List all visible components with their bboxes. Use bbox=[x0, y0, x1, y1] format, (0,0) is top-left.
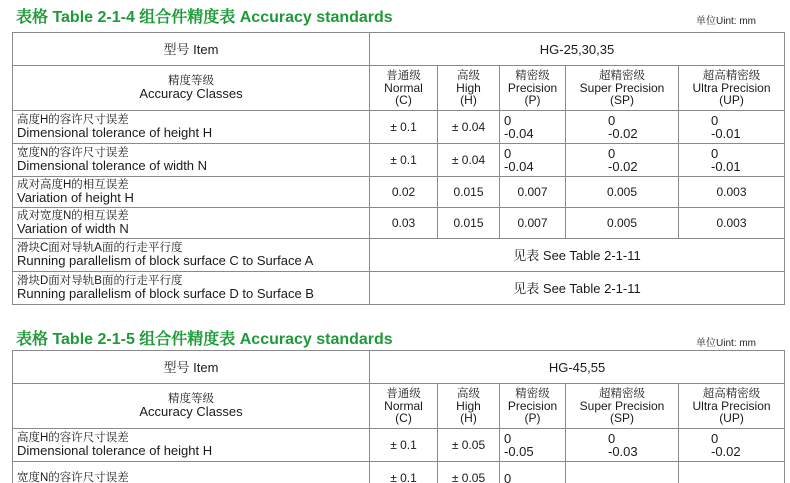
model-row bbox=[13, 33, 785, 66]
row-label: 宽度N的容许尺寸误差 Dimensional tolerance of width N bbox=[13, 144, 370, 177]
table-title: 表格 Table 2-1-4 组合件精度表 Accuracy standards bbox=[16, 9, 393, 26]
row-label: 滑块D面对导轨B面的行走平行度 Running parallelism of block surface D to Surface B bbox=[13, 272, 370, 305]
class-super-precision: 超精密级 Super Precision (SP) bbox=[566, 66, 679, 111]
value-super-precision: 0 -0.02 bbox=[566, 144, 679, 177]
value-high: ± 0.04 bbox=[438, 144, 500, 177]
row-label: 成对宽度N的相互误差 Variation of width N bbox=[13, 208, 370, 239]
table-row bbox=[13, 429, 785, 462]
see-table-reference: 见表 See Table 2-1-11 bbox=[370, 239, 785, 272]
value-super-precision: 0 -0.03 bbox=[566, 429, 679, 462]
class-precision: 精密级 Precision (P) bbox=[500, 384, 566, 429]
class-precision: 精密级 Precision (P) bbox=[500, 66, 566, 111]
model-value: HG-25,30,35 bbox=[370, 33, 785, 66]
value-super-precision: 0.005 bbox=[566, 177, 679, 208]
value-precision: 0.007 bbox=[500, 177, 566, 208]
value-ultra-precision bbox=[679, 462, 785, 483]
value-high: ± 0.04 bbox=[438, 111, 500, 144]
row-label: 滑块C面对导轨A面的行走平行度 Running parallelism of block surface C to Surface A bbox=[13, 239, 370, 272]
value-high: 0.015 bbox=[438, 177, 500, 208]
table-row bbox=[13, 208, 785, 239]
class-ultra-precision: 超高精密级 Ultra Precision (UP) bbox=[679, 66, 785, 111]
value-high: ± 0.05 bbox=[438, 429, 500, 462]
table-row bbox=[13, 462, 785, 483]
value-normal: ± 0.1 bbox=[370, 111, 438, 144]
accuracy-table bbox=[12, 350, 785, 483]
model-label: 型号 Item bbox=[13, 351, 370, 384]
accuracy-class-row bbox=[13, 384, 785, 429]
value-precision: 0.007 bbox=[500, 208, 566, 239]
value-ultra-precision: 0.003 bbox=[679, 208, 785, 239]
value-super-precision: 0.005 bbox=[566, 208, 679, 239]
value-ultra-precision: 0 -0.02 bbox=[679, 429, 785, 462]
class-high: 高级 High (H) bbox=[438, 66, 500, 111]
class-normal: 普通级 Normal (C) bbox=[370, 384, 438, 429]
class-normal: 普通级 Normal (C) bbox=[370, 66, 438, 111]
class-super-precision: 超精密级 Super Precision (SP) bbox=[566, 384, 679, 429]
table-row bbox=[13, 177, 785, 208]
value-normal: ± 0.1 bbox=[370, 429, 438, 462]
unit-label: 单位Uint: mm bbox=[696, 338, 756, 349]
table-row bbox=[13, 144, 785, 177]
accuracy-class-label: 精度等级 Accuracy Classes bbox=[13, 66, 370, 111]
table-row bbox=[13, 272, 785, 305]
table-row bbox=[13, 239, 785, 272]
accuracy-table bbox=[12, 32, 785, 305]
value-normal: ± 0.1 bbox=[370, 462, 438, 483]
value-super-precision bbox=[566, 462, 679, 483]
value-ultra-precision: 0 -0.01 bbox=[679, 144, 785, 177]
value-high: ± 0.05 bbox=[438, 462, 500, 483]
table-row bbox=[13, 111, 785, 144]
unit-label: 单位Uint: mm bbox=[696, 16, 756, 27]
class-high: 高级 High (H) bbox=[438, 384, 500, 429]
accuracy-class-label: 精度等级 Accuracy Classes bbox=[13, 384, 370, 429]
value-precision: 0 -0.04 bbox=[500, 111, 566, 144]
see-table-reference: 见表 See Table 2-1-11 bbox=[370, 272, 785, 305]
value-ultra-precision: 0 -0.01 bbox=[679, 111, 785, 144]
row-label: 高度H的容许尺寸误差 Dimensional tolerance of height H bbox=[13, 111, 370, 144]
accuracy-class-row bbox=[13, 66, 785, 111]
value-normal: ± 0.1 bbox=[370, 144, 438, 177]
value-precision: 0 -0.05 bbox=[500, 429, 566, 462]
model-row bbox=[13, 351, 785, 384]
row-label: 成对高度H的相互误差 Variation of height H bbox=[13, 177, 370, 208]
row-label: 高度H的容许尺寸误差 Dimensional tolerance of height H bbox=[13, 429, 370, 462]
value-precision: 0 -0.04 bbox=[500, 144, 566, 177]
model-label: 型号 Item bbox=[13, 33, 370, 66]
value-high: 0.015 bbox=[438, 208, 500, 239]
table-title: 表格 Table 2-1-5 组合件精度表 Accuracy standards bbox=[16, 331, 393, 348]
class-ultra-precision: 超高精密级 Ultra Precision (UP) bbox=[679, 384, 785, 429]
table-2-1-5-section bbox=[0, 322, 790, 483]
value-ultra-precision: 0.003 bbox=[679, 177, 785, 208]
model-value: HG-45,55 bbox=[370, 351, 785, 384]
row-label: 宽度N的容许尺寸误差 bbox=[13, 462, 370, 483]
value-precision: 0 bbox=[500, 462, 566, 483]
value-normal: 0.02 bbox=[370, 177, 438, 208]
value-super-precision: 0 -0.02 bbox=[566, 111, 679, 144]
value-normal: 0.03 bbox=[370, 208, 438, 239]
